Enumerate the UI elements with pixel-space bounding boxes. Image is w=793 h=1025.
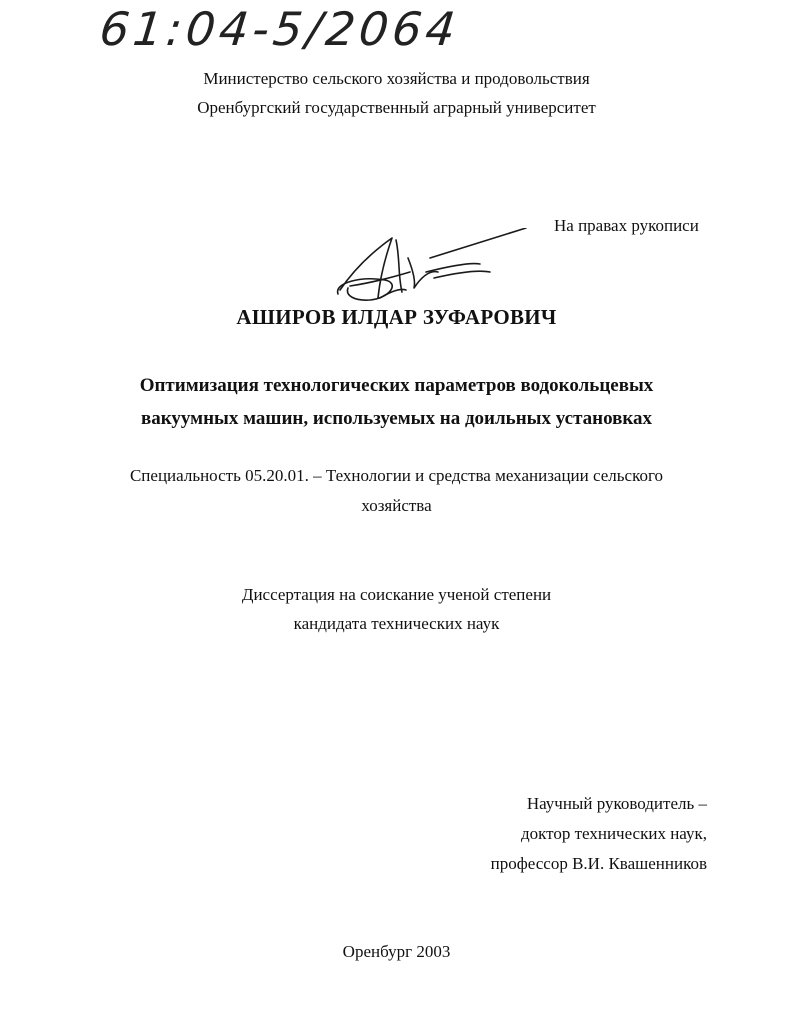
advisor-name: профессор В.И. Квашенников — [490, 854, 707, 873]
dissertation-title-line2: вакуумных машин, используемых на доильных установках — [140, 408, 653, 429]
advisor-role: Научный руководитель – — [526, 794, 707, 813]
dissertation-title-line1: Оптимизация технологических параметров водокольцевых — [139, 375, 654, 396]
specialty-line2: хозяйства — [361, 496, 432, 515]
university-name: Оренбургский государственный аграрный университет — [197, 98, 596, 117]
dissertation-type-line1: Диссертация на соискание ученой степени — [241, 585, 552, 604]
city-year: Оренбург 2003 — [342, 942, 451, 961]
author-signature-image — [330, 228, 530, 308]
advisor-degree: доктор технических наук, — [520, 824, 707, 843]
ministry-name: Министерство сельского хозяйства и продовольствия — [203, 69, 590, 88]
author-name: АШИРОВ ИЛДАР ЗУФАРОВИЧ — [236, 305, 557, 329]
manuscript-rights-note: На правах рукописи — [554, 216, 699, 235]
archive-mark-handwritten: 61:04-5/2064 — [97, 2, 462, 56]
dissertation-type-line2: кандидата технических наук — [293, 614, 500, 633]
specialty-line1: Специальность 05.20.01. – Технологии и средства механизации сельского — [129, 466, 664, 485]
